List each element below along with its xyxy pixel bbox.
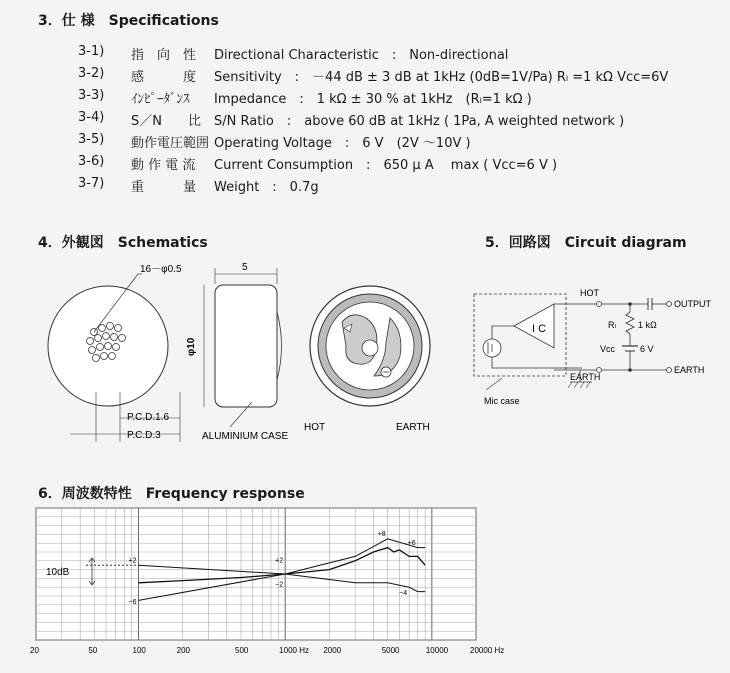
x-tick-label: 500 <box>235 646 249 655</box>
tolerance-label: +8 <box>377 531 386 539</box>
vcc-value: 6 V <box>640 344 654 354</box>
spec-en: Operating Voltage : 6 V (2V ～10V ) <box>214 136 471 151</box>
spec-jp: 指 向 性 <box>131 48 197 63</box>
spec-num: 3-7) <box>78 176 105 191</box>
spec-row <box>78 44 718 62</box>
rear-hot-label: HOT <box>304 422 326 433</box>
tolerance-label: −4 <box>399 590 408 598</box>
rl-value: 1 kΩ <box>638 320 657 330</box>
spec-en: Weight : 0.7g <box>214 180 319 195</box>
x-tick-label: 200 <box>176 646 191 655</box>
x-tick-label: 100 <box>132 646 146 655</box>
case-label: ALUMINIUM CASE <box>202 431 289 442</box>
spec-num: 3-3) <box>78 88 105 103</box>
rear-earth-label: EARTH <box>396 422 430 433</box>
spec-jp: 動作電圧範囲 <box>131 136 210 151</box>
spec-jp: ｲﾝﾋﾟｰﾀﾞﾝｽ <box>131 92 190 107</box>
spec-jp: 感 度 <box>131 70 197 85</box>
section-6-title: 6．周波数特性 Frequency response <box>38 486 305 502</box>
tolerance-label: −2 <box>275 581 284 589</box>
pcd2-label: P.C.D.3 <box>127 430 161 441</box>
mic-case-label: Mic case <box>484 396 520 406</box>
x-tick-label: 5000 <box>381 646 400 655</box>
scale-label: 10dB <box>46 567 70 578</box>
section-3-title: 3．仕 様 Specifications <box>38 13 219 29</box>
schematics-drawing <box>30 252 450 452</box>
spec-en: Impedance : 1 kΩ ± 30 % at 1kHz (Rₗ=1 kΩ ) <box>214 92 532 107</box>
x-tick-label: 1000 Hz <box>279 646 309 655</box>
plot-area <box>36 508 476 640</box>
mic-side-view <box>215 285 277 407</box>
spec-num: 3-6) <box>78 154 105 169</box>
x-tick-label: 50 <box>88 646 98 655</box>
spec-jp: 動 作 電 流 <box>131 158 196 173</box>
section-4-title: 4．外観図 Schematics <box>38 235 208 251</box>
circuit-hot-label: HOT <box>580 288 599 298</box>
spec-row <box>78 176 718 194</box>
spec-row <box>78 132 718 150</box>
frequency-response-chart <box>26 500 505 660</box>
diameter-label: φ10 <box>186 337 197 356</box>
spec-num: 3-1) <box>78 44 105 59</box>
resistor-symbol <box>626 312 634 334</box>
width-label: 5 <box>242 262 248 273</box>
pcd1-label: P.C.D.1.6 <box>127 412 170 423</box>
spec-en: Current Consumption : 650 μ A max ( Vᴄᴄ=6 V ) <box>214 158 558 173</box>
spec-num: 3-5) <box>78 132 105 147</box>
x-tick-label: 20000 Hz <box>470 646 505 655</box>
section-5-title: 5．回路図 Circuit diagram <box>485 235 687 251</box>
right-earth-label: EARTH <box>674 365 705 375</box>
spec-num: 3-2) <box>78 66 105 81</box>
chart-grid <box>36 508 476 640</box>
spec-en: Directional Characteristic : Non-directional <box>214 48 509 63</box>
tolerance-label: −6 <box>128 598 137 606</box>
rl-label: Rₗ <box>608 320 616 330</box>
spec-en: S/N Ratio : above 60 dB at 1kHz ( 1Pa, A weighted network ) <box>214 114 625 129</box>
tolerance-label: +6 <box>407 539 416 547</box>
spec-jp: 重 量 <box>131 180 197 195</box>
circuit-diagram <box>462 278 724 418</box>
spec-row <box>78 110 718 128</box>
spec-row <box>78 154 718 172</box>
tolerance-label: +2 <box>128 557 137 565</box>
spec-row <box>78 66 718 84</box>
spec-en: Sensitivity : －44 dB ± 3 dB at 1kHz (0dB=1V/Pa) Rₗ =1 kΩ Vᴄᴄ=6V <box>214 70 669 85</box>
spec-jp: S／N 比 <box>131 114 201 129</box>
tolerance-label: +2 <box>275 557 284 565</box>
ic-label: I C <box>532 323 547 335</box>
x-tick-label: 10000 <box>425 646 449 655</box>
hole-label: 16－φ0.5 <box>140 264 182 275</box>
spec-row <box>78 88 718 106</box>
output-label: OUTPUT <box>674 299 711 309</box>
vcc-label: Vcc <box>600 344 616 354</box>
spec-num: 3-4) <box>78 110 105 125</box>
x-tick-label: 20 <box>30 646 39 655</box>
x-tick-label: 2000 <box>323 646 342 655</box>
circuit-earth-label: EARTH <box>570 372 601 382</box>
chart-x-ticks <box>30 646 504 655</box>
